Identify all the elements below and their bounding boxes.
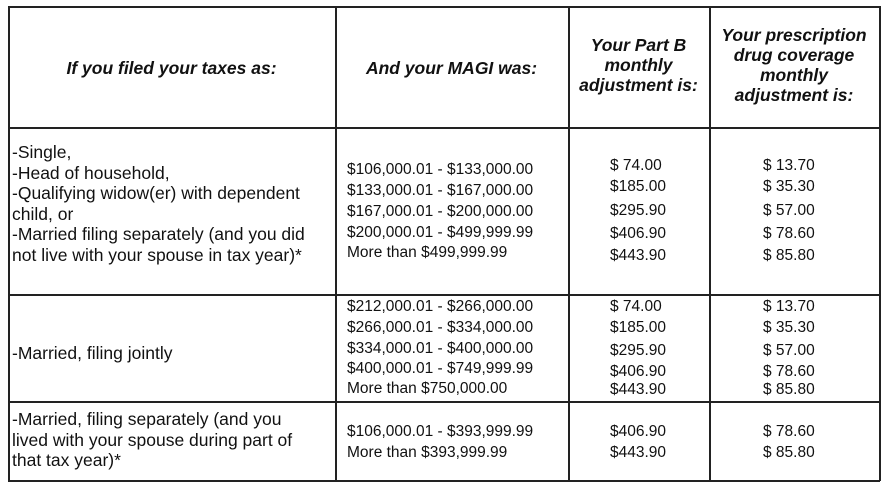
magi-range: More than $499,999.99 <box>347 244 508 261</box>
part-b-amount: $443.90 <box>610 247 667 264</box>
filing-line: lived with your spouse during part of <box>12 429 293 450</box>
part-b-amount: $295.90 <box>610 202 667 219</box>
part-b-amount: $406.90 <box>610 363 667 380</box>
part-b-amount: $185.00 <box>610 178 667 195</box>
header-magi-text: And your MAGI was: <box>365 58 538 78</box>
group2-filing-status <box>12 343 172 364</box>
magi-range: $266,000.01 - $334,000.00 <box>347 319 534 336</box>
part-b-amount: $ 74.00 <box>610 298 662 315</box>
group3-filing-status <box>12 409 292 471</box>
header-drug-line: drug coverage <box>733 45 855 65</box>
filing-line: -Single, <box>12 142 72 162</box>
group1-divider <box>8 294 880 296</box>
group1-filing-status <box>12 142 305 265</box>
part-b-amount: $295.90 <box>610 342 667 359</box>
filing-line: -Qualifying widow(er) with dependent <box>12 183 300 203</box>
header-drug-line: Your prescription <box>721 25 867 45</box>
magi-range: $400,000.01 - $749,999.99 <box>347 360 534 377</box>
drug-amount: $ 57.00 <box>763 342 815 359</box>
magi-range: $334,000.01 - $400,000.00 <box>347 340 534 357</box>
part-b-amount: $406.90 <box>610 423 667 440</box>
magi-range: $106,000.01 - $133,000.00 <box>347 161 534 178</box>
header-drug <box>709 25 879 105</box>
filing-line: that tax year)* <box>12 450 121 470</box>
drug-amount: $ 35.30 <box>763 178 815 195</box>
filing-line: -Married, filing jointly <box>12 343 173 363</box>
part-b-amount: $443.90 <box>610 381 667 398</box>
group2-divider <box>8 401 880 403</box>
drug-amount: $ 13.70 <box>763 157 815 174</box>
header-divider <box>8 127 880 129</box>
drug-amount: $ 85.80 <box>763 444 815 461</box>
header-part-b-line: adjustment is: <box>579 75 698 95</box>
header-filed-as <box>8 58 335 78</box>
filing-line: -Married, filing separately (and you <box>12 409 282 429</box>
filing-line: child, or <box>12 203 74 224</box>
part-b-amount: $443.90 <box>610 444 667 461</box>
filing-line: not live with your spouse in tax year)* <box>12 244 302 265</box>
part-b-amount: $ 74.00 <box>610 157 662 174</box>
drug-amount: $ 35.30 <box>763 319 815 336</box>
drug-amount: $ 78.60 <box>763 423 815 440</box>
table-border-right <box>879 6 881 481</box>
table-border-bottom <box>8 480 880 482</box>
header-part-b-line: monthly <box>604 55 673 75</box>
header-drug-line: adjustment is: <box>734 85 854 105</box>
header-drug-line: monthly <box>759 65 829 85</box>
filing-line: -Married filing separately (and you did <box>12 224 305 244</box>
magi-range: $106,000.01 - $393,999.99 <box>347 423 534 440</box>
magi-range: More than $750,000.00 <box>347 380 508 397</box>
magi-range: $200,000.01 - $499,999.99 <box>347 224 534 241</box>
drug-amount: $ 85.80 <box>763 381 815 398</box>
magi-range: $212,000.01 - $266,000.00 <box>347 298 534 315</box>
drug-amount: $ 57.00 <box>763 202 815 219</box>
magi-range: $133,000.01 - $167,000.00 <box>347 182 534 199</box>
drug-amount: $ 78.60 <box>763 363 815 380</box>
drug-amount: $ 78.60 <box>763 225 815 242</box>
header-part-b <box>568 35 709 95</box>
magi-range: More than $393,999.99 <box>347 444 508 461</box>
part-b-amount: $406.90 <box>610 225 667 242</box>
magi-range: $167,000.01 - $200,000.00 <box>347 203 534 220</box>
header-magi <box>335 58 568 78</box>
filing-line: -Head of household, <box>12 162 170 183</box>
drug-amount: $ 85.80 <box>763 247 815 264</box>
header-part-b-line: Your Part B <box>590 35 687 55</box>
header-filed-as-text: If you filed your taxes as: <box>66 58 277 78</box>
part-b-amount: $185.00 <box>610 319 667 336</box>
drug-amount: $ 13.70 <box>763 298 815 315</box>
table-border-top <box>8 6 880 8</box>
